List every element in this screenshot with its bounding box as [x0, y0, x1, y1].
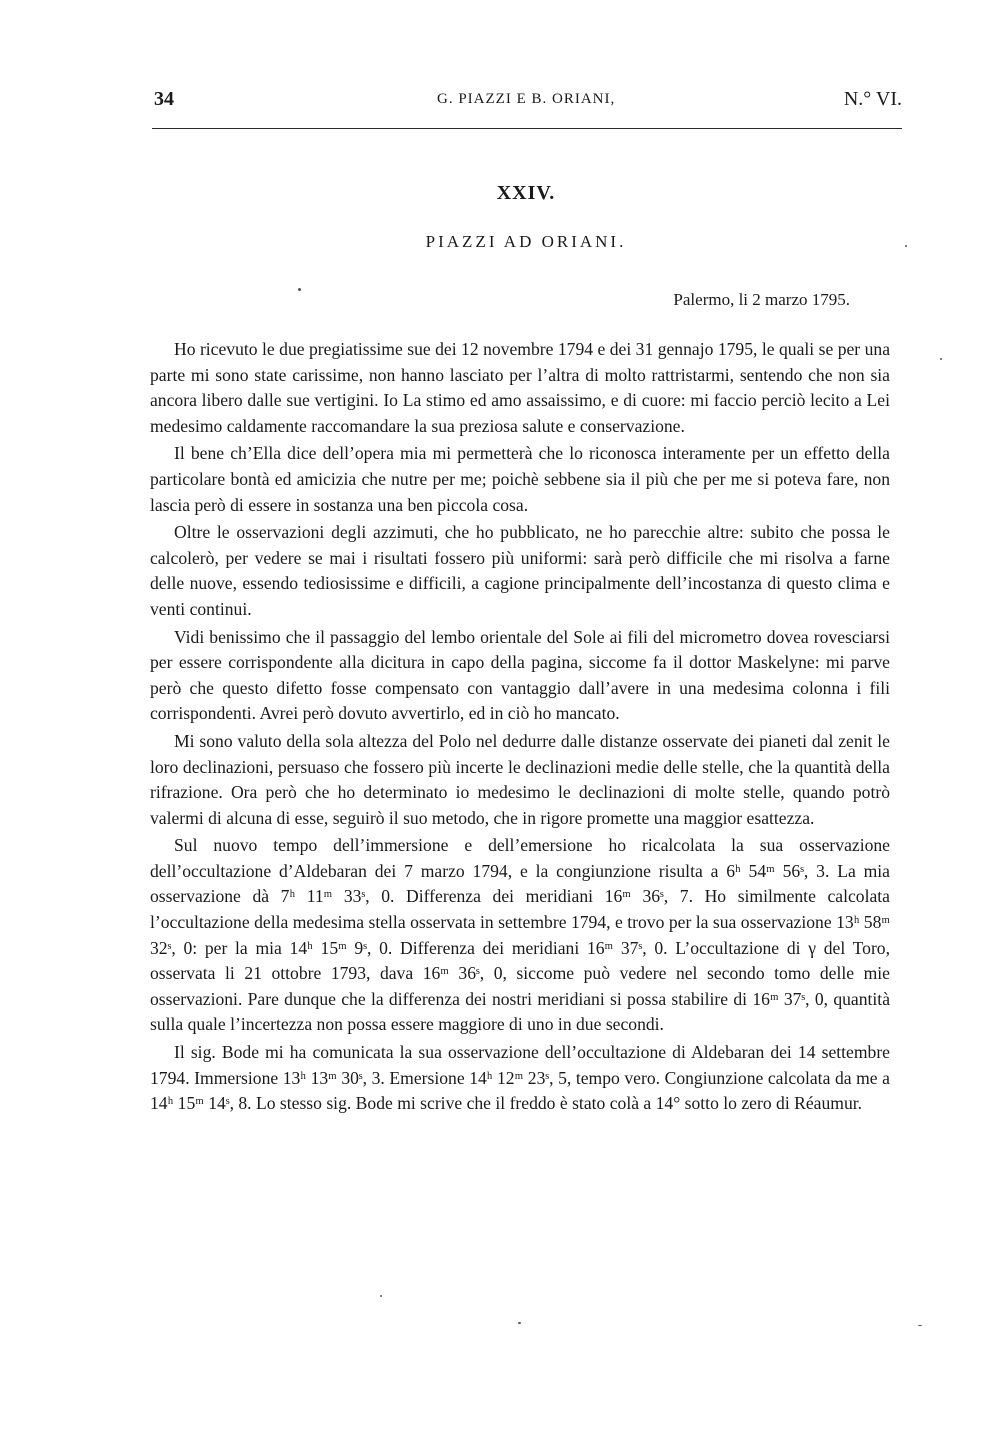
running-head: [152, 88, 902, 116]
running-head-authors: G. PIAZZI E B. ORIANI,: [437, 91, 616, 107]
scan-speck: [518, 1322, 521, 1324]
paragraph: Vidi benissimo che il passaggio del lembo orientale del Sole ai fili del micrometro dovea rovesciarsi per essere corrispondente alla dicitura in capo della pagina, siccome fa il dottor Maskelyne: mi parve però che questo difetto fosse compensato con vantaggio dall’avere in una medesima colonna i fili corrispondenti. Avrei però dovuto avvertirlo, ed in ciò ho mancato.: [150, 626, 890, 724]
letter-body: [150, 337, 890, 1119]
section-number: XXIV.: [496, 182, 556, 204]
paragraph: Sul nuovo tempo dell’immersione e dell’emersione ho ricalcolata la sua osservazione dell’occultazione d’Aldebaran dei 7 marzo 1794, e la congiunzione risulta a 6ʰ 54ᵐ 56ˢ, 3. La mia osservazione dà 7ʰ 11ᵐ 33ˢ, 0. Differenza dei meridiani 16ᵐ 36ˢ, 7. Ho similmente calcolata l’occultazione della medesima stella osservata in settembre 1794, e trovo per la sua osservazione 13ʰ 58ᵐ 32ˢ, 0: per la mia 14ʰ 15ᵐ 9ˢ, 0. Differenza dei meridiani 16ᵐ 37ˢ, 0. L’occultazione di γ del Toro, osservata li 21 ottobre 1793, dava 16ᵐ 36ˢ, 0, siccome può vedere nel secondo tomo delle mie osservazioni. Pare dunque che la differenza dei nostri meridiani si possa stabilire di 16ᵐ 37ˢ, 0, quantità sulla quale l’incertezza non possa essere maggiore di uno in due secondi.: [150, 835, 890, 1035]
scan-speck: [380, 1295, 382, 1297]
volume-number: N.° VI.: [843, 88, 902, 110]
paragraph: Il bene ch’Ella dice dell’opera mia mi permetterà che lo riconosca interamente per un effetto della particolare bontà ed amicizia che nutre per me; poichè sebbene sia il più che per me si poteva fare, non lascia però di essere in sostanza una ben piccola cosa.: [150, 443, 890, 515]
paragraph: Ho ricevuto le due pregiatissime sue dei 12 novembre 1794 e dei 31 gennajo 1795, le quali se per una parte mi sono state carissime, non hanno lasciato per l’altra di molto rattristarmi, sentendo che non sia ancora libero dalle sue vertigini. Io La stimo ed amo assaissimo, e di cuore: mi faccio perciò lecito a Lei medesimo caldamente raccomandare la sua preziosa salute e conservazione.: [150, 339, 890, 436]
paragraph: Mi sono valuto della sola altezza del Polo nel dedurre dalle distanze osservate dei pianeti dal zenit le loro declinazioni, persuaso che fossero più incerte le declinazioni medie delle stelle, che la quantità della rifrazione. Ora però che ho determinato io medesimo le declinazioni di molte stelle, quando potrò valermi di alcuna di esse, seguirò il suo metodo, che in rigore promette una maggior esattezza.: [150, 730, 890, 828]
scan-speck: [298, 288, 301, 291]
dateline: Palermo, li 2 marzo 1795.: [673, 290, 850, 309]
paragraph: Oltre le osservazioni degli azzimuti, che ho pubblicato, ne ho parecchie altre: subito che possa le calcolerò, per vedere se mai i risultati fossero più uniformi: sarà però difficile che mi risolva a farne delle nuove, essendo tediosissime e difficili, a cagione principalmente dell’incostanza di questo clima e venti continui.: [150, 522, 890, 619]
scan-speck: [905, 245, 907, 247]
page-number: 34: [154, 88, 174, 110]
header-rule: [152, 128, 902, 129]
scan-speck: [940, 358, 942, 360]
paragraph: Il sig. Bode mi ha comunicata la sua osservazione dell’occultazione di Aldebaran dei 14 settembre 1794. Immersione 13ʰ 13ᵐ 30ˢ, 3. Emersione 14ʰ 12ᵐ 23ˢ, 5, tempo vero. Congiunzione calcolata da me a 14ʰ 15ᵐ 14ˢ, 8. Lo stesso sig. Bode mi scrive che il freddo è stato colà a 14° sotto lo zero di Réaumur.: [150, 1042, 890, 1114]
scan-speck: [918, 1325, 922, 1326]
letter-title: PIAZZI AD ORIANI.: [425, 232, 627, 251]
